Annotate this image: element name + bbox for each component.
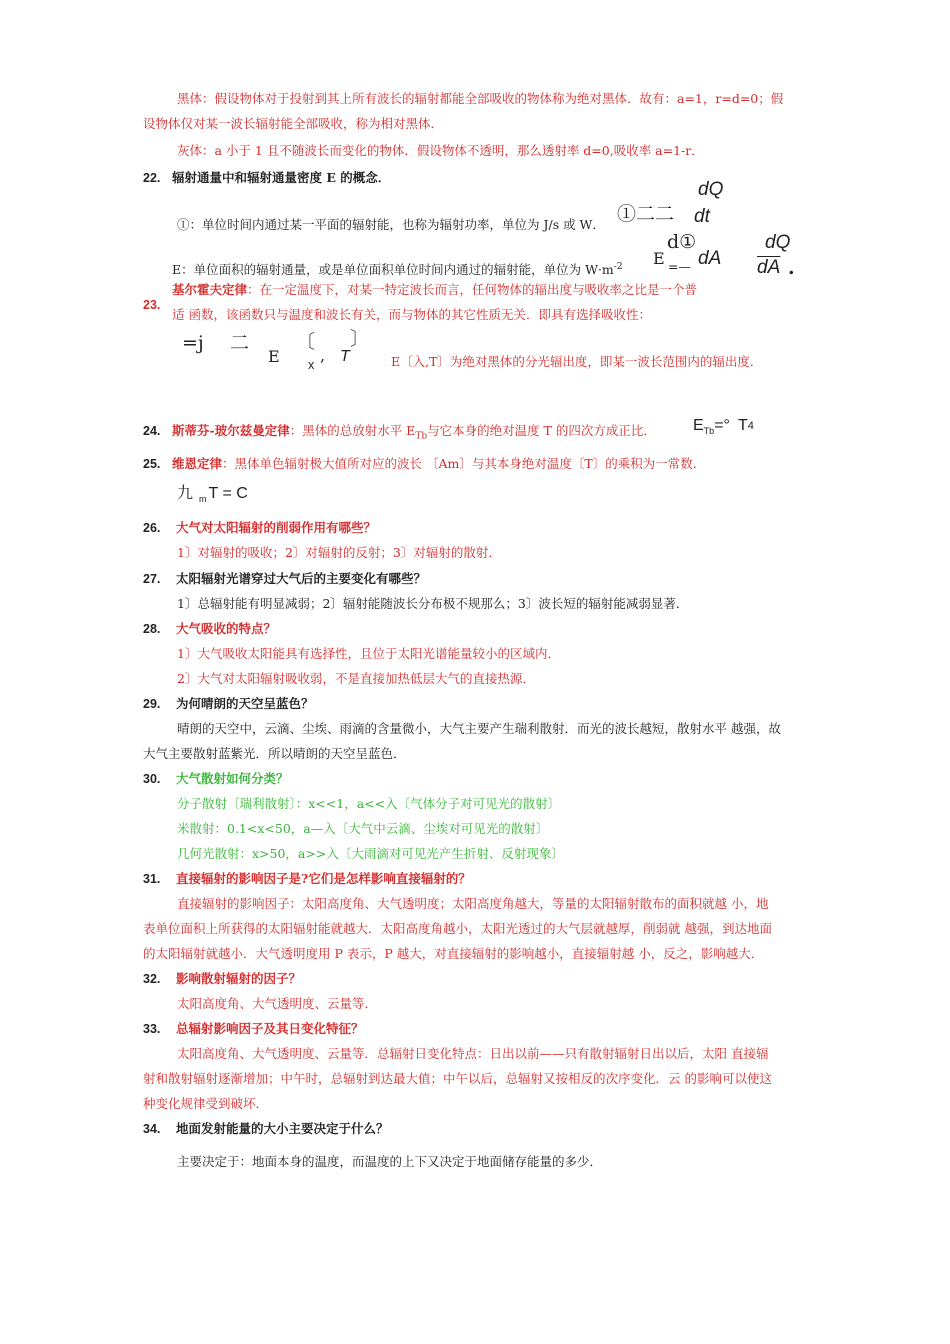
- q25-formula: [177, 485, 248, 508]
- q29-number: 29.: [143, 697, 161, 711]
- q24-number: 24.: [143, 424, 161, 438]
- q30-answer-2: 米散射：0.1<x<50，a—入〔大气中云滴、尘埃对可见光的散射〕: [177, 821, 549, 836]
- q27-answer: 1〕总辐射能有明显减弱；2〕辐射能随波长分布极不规那么；3〕波长短的辐射能减弱显著．: [177, 596, 689, 611]
- q27-number: 27.: [143, 572, 161, 586]
- q31-line-1: 直接辐射的影响因子：太阳高度角、大气透明度；太阳高度角越大，等量的太阳辐射散布的面积就越 小，地: [177, 896, 769, 911]
- q31-line-3: 的太阳辐射就越小．大气透明度用 P 表示，P 越大，对直接辐射的影响越小，直接辐射越 小，反之，影响越大．: [143, 946, 764, 961]
- q28-number: 28.: [143, 622, 161, 636]
- q22-formula1-symbol: ①二二: [617, 203, 675, 225]
- q28-answer-2: 2〕大气对太阳辐射吸收弱，不是直接加热低层大气的直接热源．: [177, 671, 535, 686]
- q32-title: 影响散射辐射的因子？: [176, 971, 302, 986]
- q25-line: [172, 455, 705, 473]
- q29-title: 为何晴朗的天空呈蓝色？: [176, 696, 314, 711]
- q31-number: 31.: [143, 872, 161, 886]
- q26-title: 大气对太阳辐射的削弱作用有哪些？: [176, 520, 377, 535]
- q28-title: 大气吸收的特点？: [176, 621, 277, 636]
- q33-number: 33.: [143, 1022, 161, 1036]
- q22-line-2: [172, 258, 623, 279]
- q23-number: 23.: [143, 298, 161, 312]
- q22-formula2-bottom: dA: [698, 248, 722, 269]
- q22-formula1-numerator: dQ: [698, 179, 724, 200]
- q23-formula-T: T: [340, 348, 350, 365]
- q22-number: 22.: [143, 171, 161, 185]
- q22-line-1: ①：单位时间内通过某一平面的辐射能，也称为辐射功率，单位为 J/s 或 W．: [177, 217, 605, 232]
- q34-answer: 主要决定于：地面本身的温度，而温度的上下又决定于地面储存能量的多少．: [177, 1154, 603, 1169]
- q32-number: 32.: [143, 972, 161, 986]
- q23-formula-comma: ,: [320, 346, 326, 365]
- q30-number: 30.: [143, 772, 161, 786]
- q24-formula-E: E: [693, 417, 704, 434]
- q23-formula-E: E: [268, 347, 280, 366]
- q22-formula3-numerator: dQ: [765, 232, 791, 253]
- q22-line-2-sup: -2: [613, 262, 623, 272]
- black-body-line-2: 设物体仅对某一波长辐射能全部吸收，称为相对黑体．: [143, 116, 444, 131]
- q32-answer: 太阳高度角、大气透明度、云量等．: [177, 996, 378, 1011]
- q31-title: 直接辐射的影响因子是?它们是怎样影响直接辐射的？: [176, 871, 471, 886]
- q30-title: 大气散射如何分类？: [176, 771, 289, 786]
- q23-formula-dash: 二: [230, 332, 250, 354]
- q24-formula-eq: =°: [714, 417, 730, 434]
- q22-formula1-denominator: dt: [694, 206, 710, 227]
- black-body-line-1: 黑体：假设物体对于投射到其上所有波长的辐射都能全部吸收的物体称为绝对黑体．故有：a=1，r=d=0；假: [177, 91, 784, 106]
- q24-text-2: 与它本身的绝对温度 T 的四次方成正比．: [427, 423, 656, 438]
- q22-formula3-dot: .: [788, 257, 795, 279]
- q33-line-2: 射和散射辐射逐渐增加；中午时，总辐射到达最大值；中午以后，总辐射又按相反的次序变化．云 的影响可以使这: [143, 1071, 772, 1086]
- q27-title: 太阳辐射光谱穿过大气后的主要变化有哪些？: [176, 571, 427, 586]
- q22-title: 辐射通量中和辐射通量密度 E 的概念．: [172, 170, 391, 185]
- q22-formula2-e: E: [653, 249, 665, 268]
- q23-term: 基尔霍夫定律: [172, 282, 248, 297]
- q23-formula-rparen: 〕: [350, 328, 370, 350]
- q28-answer-1: 1〕大气吸收太阳能具有选择性，且位于太阳光谱能量较小的区域内．: [177, 646, 560, 661]
- q24-formula-sub: Tb: [703, 426, 715, 437]
- q24-text-1: ：黑体的总放射水平 E: [289, 423, 416, 438]
- q24-formula-T: T: [737, 417, 748, 434]
- q23-note: E〔入,T〕为绝对黑体的分光辐出度，即某一波长范围内的辐出度．: [391, 354, 763, 369]
- q24-text-sub: Tb: [415, 431, 428, 442]
- q22-formula2-top: d①: [667, 231, 697, 253]
- q24-formula-pow: 4: [747, 420, 754, 432]
- gray-body-line: 灰体：a 小于 1 且不随波长而变化的物体．假设物体不透明，那么透射率 d=0,吸收率 a=1-r．: [177, 143, 704, 158]
- q31-line-2: 表单位面积上所获得的太阳辐射能就越大．太阳高度角越小，太阳光透过的大气层就越厚，削弱就 越强，到达地面: [143, 921, 772, 936]
- q24-term: 斯蒂芬-玻尔兹曼定律: [172, 423, 290, 438]
- q33-line-1: 太阳高度角、大气透明度、云量等．总辐射日变化特点：日出以前——只有散射辐射日出以后，太阳 直接辐: [177, 1046, 769, 1061]
- q25-text: ：黑体单色辐射极大值所对应的波长 〔Am〕与其本身绝对温度〔T〕的乘积为一常数．: [222, 456, 706, 471]
- q30-answer-3: 几何光散射：x>50，a>>入〔大雨滴对可见光产生折射、反射现象〕: [177, 846, 564, 861]
- q25-formula-a: 九: [177, 485, 194, 502]
- q25-formula-rest: T = C: [208, 485, 248, 502]
- q33-title: 总辐射影响因子及其日变化特征？: [176, 1021, 364, 1036]
- q23-formula-x: x: [308, 358, 315, 372]
- q33-line-3: 种变化规律受到破坏．: [143, 1096, 269, 1111]
- q24-formula: [693, 417, 754, 440]
- q23-line-1-text: ：在一定温度下，对某一特定波长而言，任何物体的辐出度与吸收率之比是一个普: [247, 282, 698, 297]
- q34-number: 34.: [143, 1122, 161, 1136]
- q25-formula-m: m: [199, 494, 207, 505]
- q29-line-1: 晴朗的天空中，云滴、尘埃、雨滴的含量微小，大气主要产生瑞利散射．而光的波长越短，散射水平 越强，故: [177, 721, 781, 736]
- q25-number: 25.: [143, 457, 161, 471]
- q29-line-2: 大气主要散射蓝紫光．所以晴朗的天空呈蓝色．: [143, 746, 406, 761]
- q25-term: 维恩定律: [172, 456, 223, 471]
- q22-formula3-denominator: $\overline{dA}$: [757, 257, 781, 278]
- q23-formula-lparen: 〔: [296, 331, 316, 353]
- q24-line: [172, 422, 656, 446]
- q22-line-2-text: E：单位面积的辐射通量，或是单位面积单位时间内通过的辐射能，单位为 W·m: [172, 262, 614, 278]
- q23-line-2: 适 函数，该函数只与温度和波长有关，而与物体的其它性质无关．即具有选择吸收性：: [172, 307, 651, 322]
- q26-answer: 1〕对辐射的吸收；2〕对辐射的反射；3〕对辐射的散射．: [177, 545, 501, 560]
- q30-answer-1: 分子散射〔瑞利散射〕：x<<1，a<<入〔气体分子对可见光的散射〕: [177, 796, 561, 811]
- q22-formula2-eq: =—: [668, 259, 691, 274]
- q26-number: 26.: [143, 521, 161, 535]
- q23-formula-eq: =j: [182, 332, 204, 354]
- q34-title: 地面发射能量的大小主要决定于什么？: [176, 1121, 389, 1136]
- q23-line-1: [172, 281, 697, 299]
